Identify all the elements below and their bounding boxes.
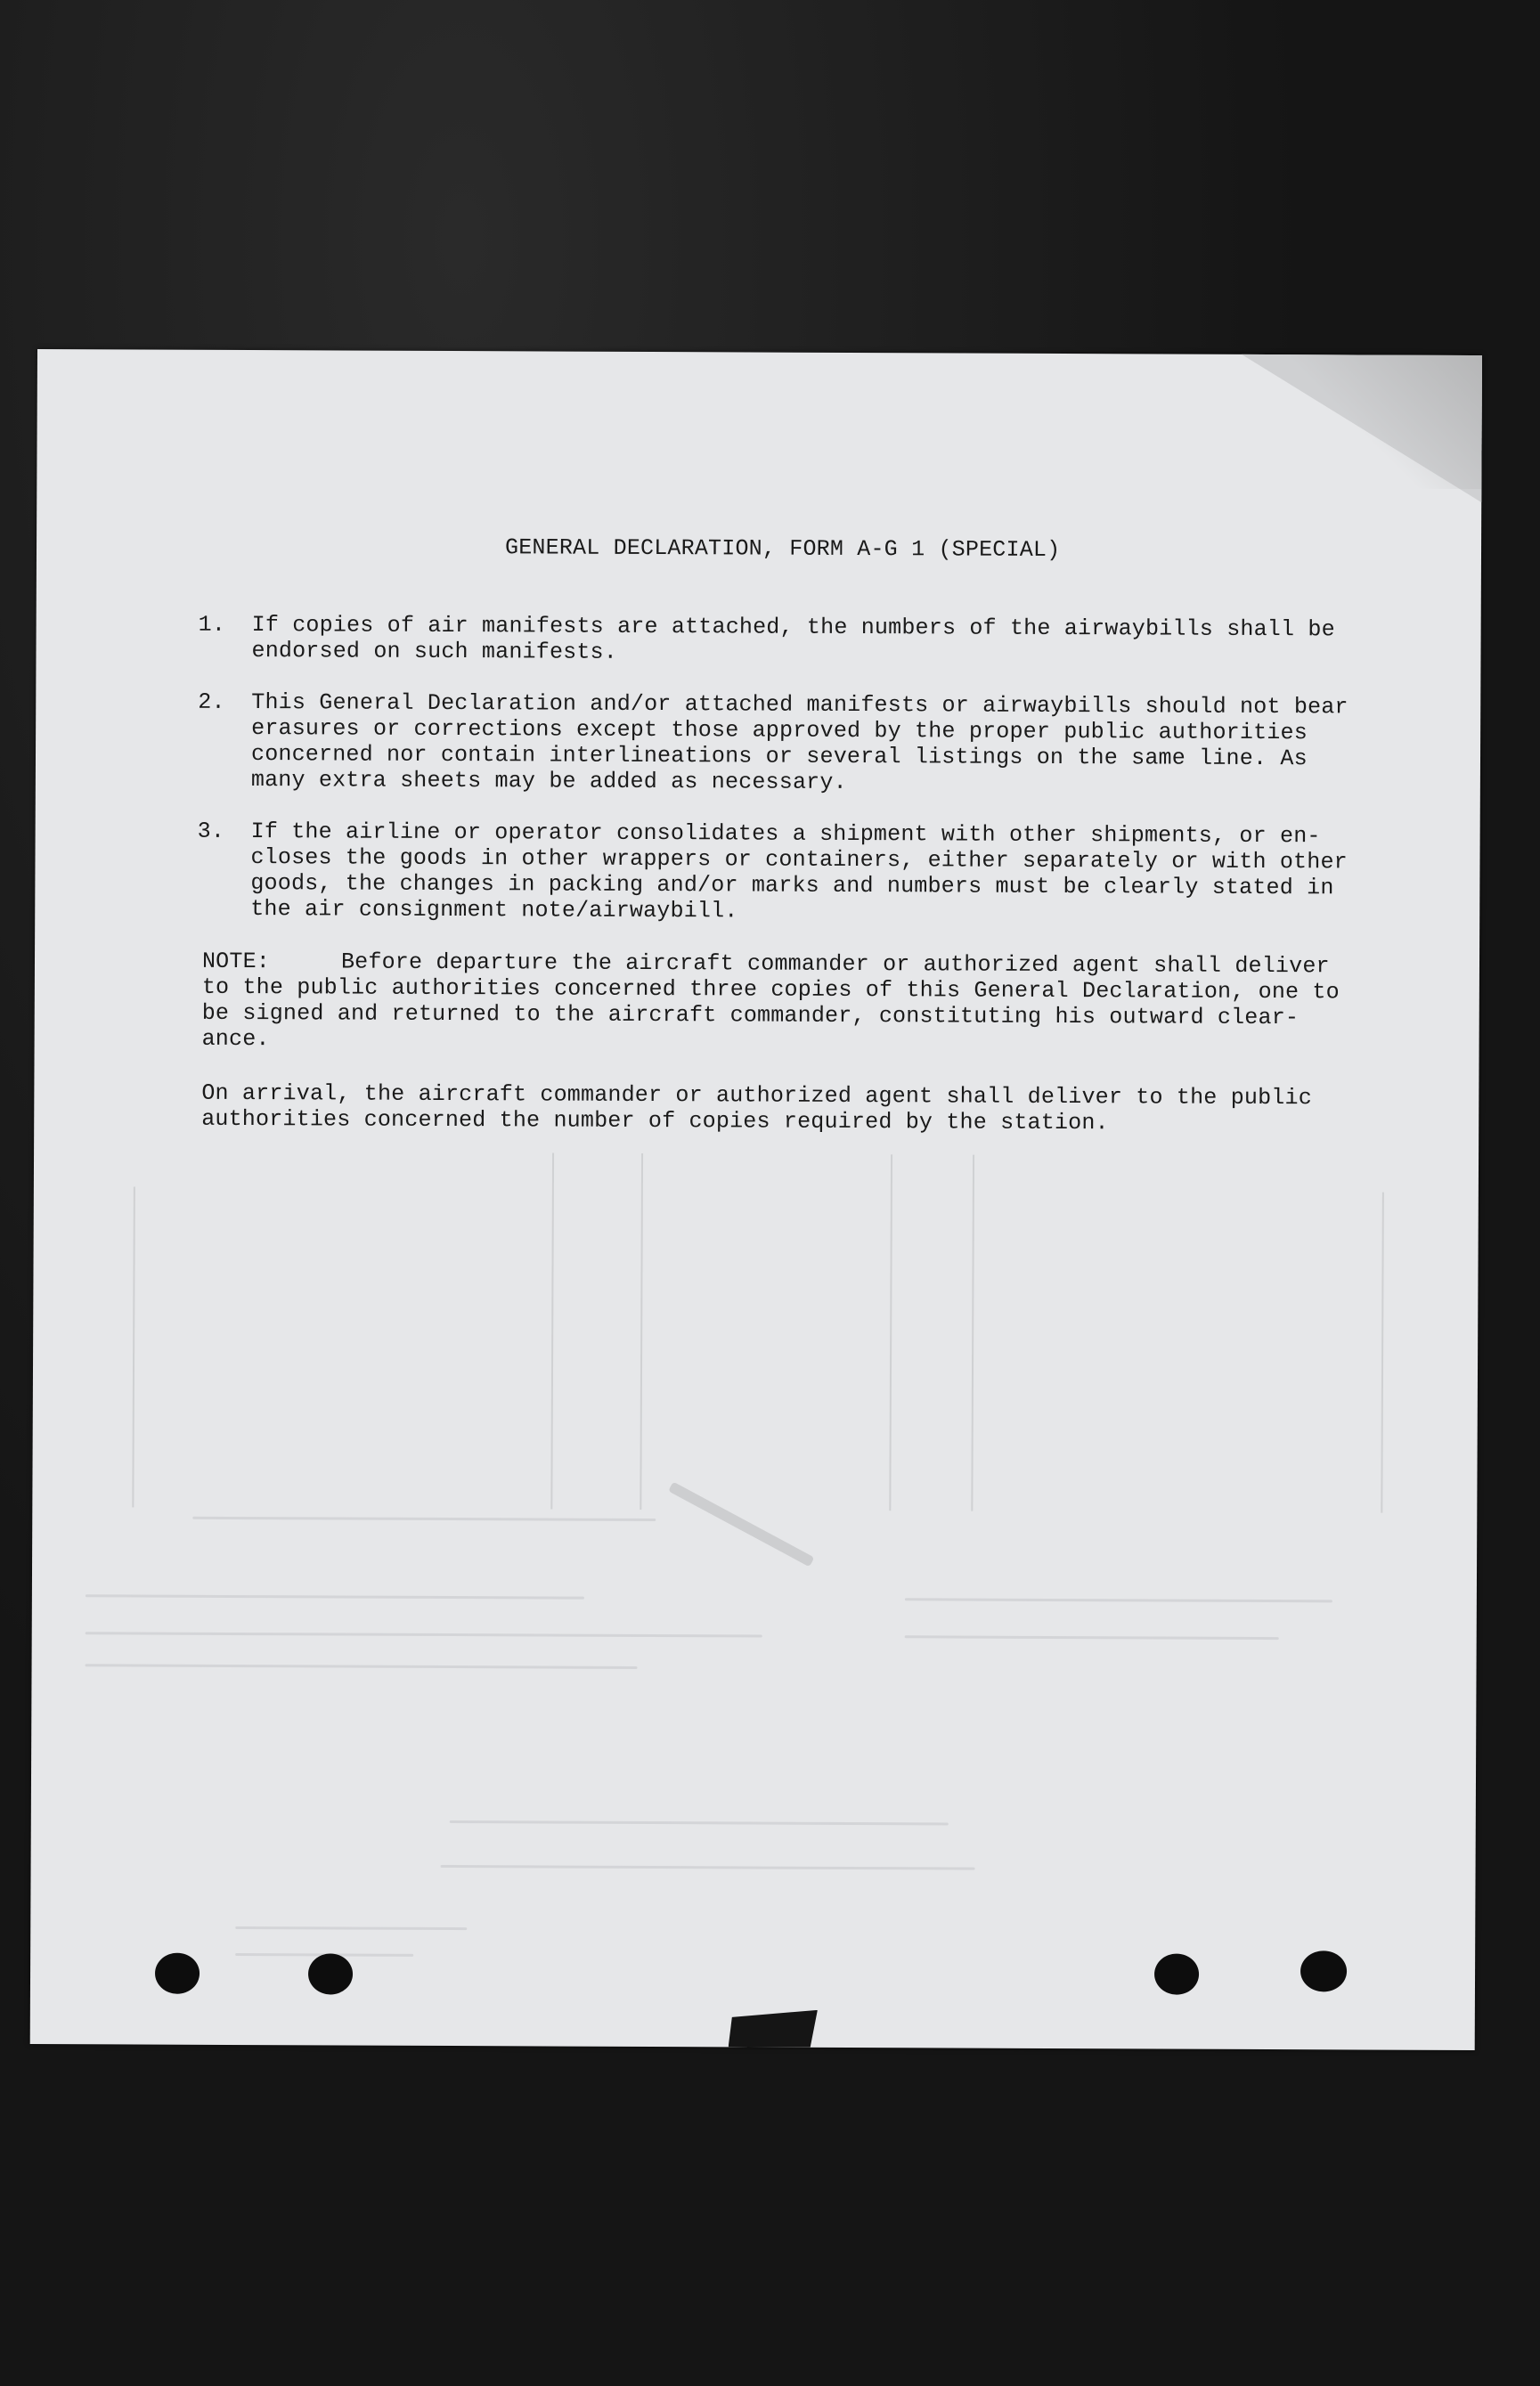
item-number: 3.: [197, 818, 225, 844]
text-line: goods, the changes in packing and/or marks and numbers must be clearly stated in: [250, 870, 1334, 901]
bleed-through-text: [905, 1635, 1279, 1640]
bleed-through-text: [905, 1598, 1332, 1602]
text-line: many extra sheets may be added as necessary.: [250, 767, 847, 795]
bleed-through-text: [86, 1632, 762, 1637]
page-notch: [729, 2009, 818, 2047]
bleed-through-line: [971, 1155, 974, 1511]
bleed-through-text: [192, 1517, 656, 1521]
text-line: If the airline or operator consolidates a shipment with other shipments, or en-: [250, 818, 1321, 850]
note-first-line: [202, 949, 1396, 980]
text-line: On arrival, the aircraft commander or authorized agent shall deliver to the public: [201, 1079, 1313, 1112]
punch-hole: [1300, 1950, 1347, 1991]
text-line: endorsed on such manifests.: [251, 638, 618, 665]
bleed-through-line: [132, 1186, 135, 1507]
text-line: closes the goods in other wrappers or containers, either separately or with other: [250, 844, 1348, 875]
note-label: NOTE:: [201, 948, 271, 975]
text-line: erasures or corrections except those approved by the proper public authorities: [251, 715, 1308, 746]
text-line: This General Declaration and/or attached manifests or airwaybills should not bear: [251, 689, 1349, 721]
punch-hole: [1154, 1953, 1199, 1994]
bleed-through-text: [441, 1865, 975, 1870]
punch-hole: [155, 1953, 200, 1994]
bleed-through-text: [86, 1594, 584, 1599]
bleed-through-text: [450, 1820, 949, 1825]
text-line: to the public authorities concerned three copies of this General Declaration, one to: [201, 973, 1340, 1006]
item-text: [250, 818, 1396, 927]
list-item: [197, 818, 1397, 924]
faint-stamp-mark: [668, 1482, 814, 1568]
text-line: the air consignment note/airwaybill.: [250, 896, 738, 924]
document-text: [168, 533, 1397, 1136]
punch-hole: [308, 1953, 353, 1994]
bleed-through-line: [889, 1154, 892, 1511]
text-line: concerned nor contain interlineations or several listings on the same line. As: [250, 741, 1308, 772]
text-line: authorities concerned the number of copies required by the station.: [201, 1105, 1109, 1136]
folded-corner-shadow: [1285, 354, 1482, 489]
text-line: ance.: [201, 1025, 270, 1053]
document-title: GENERAL DECLARATION, FORM A-G 1 (SPECIAL): [504, 534, 1061, 564]
document-page: [30, 349, 1482, 2050]
bleed-through-line: [1381, 1193, 1384, 1513]
item-text: [251, 612, 1397, 669]
item-number: 1.: [198, 611, 226, 638]
text-line: be signed and returned to the aircraft commander, constituting his outward clear-: [201, 999, 1300, 1031]
bleed-through-line: [640, 1153, 643, 1510]
bleed-through-text: [86, 1664, 638, 1669]
arrival-section: [201, 1080, 1395, 1137]
bleed-through-text: [235, 1926, 467, 1930]
item-text: [251, 689, 1397, 798]
bleed-through-line: [550, 1153, 554, 1510]
item-number: 2.: [198, 688, 225, 715]
list-item: [198, 688, 1397, 795]
text-line: If copies of air manifests are attached, the numbers of the airwaybills shall be: [251, 612, 1335, 643]
list-item: [198, 611, 1397, 665]
note-section: [202, 949, 1396, 1057]
text-line: Before departure the aircraft commander or authorized agent shall deliver: [340, 949, 1330, 980]
